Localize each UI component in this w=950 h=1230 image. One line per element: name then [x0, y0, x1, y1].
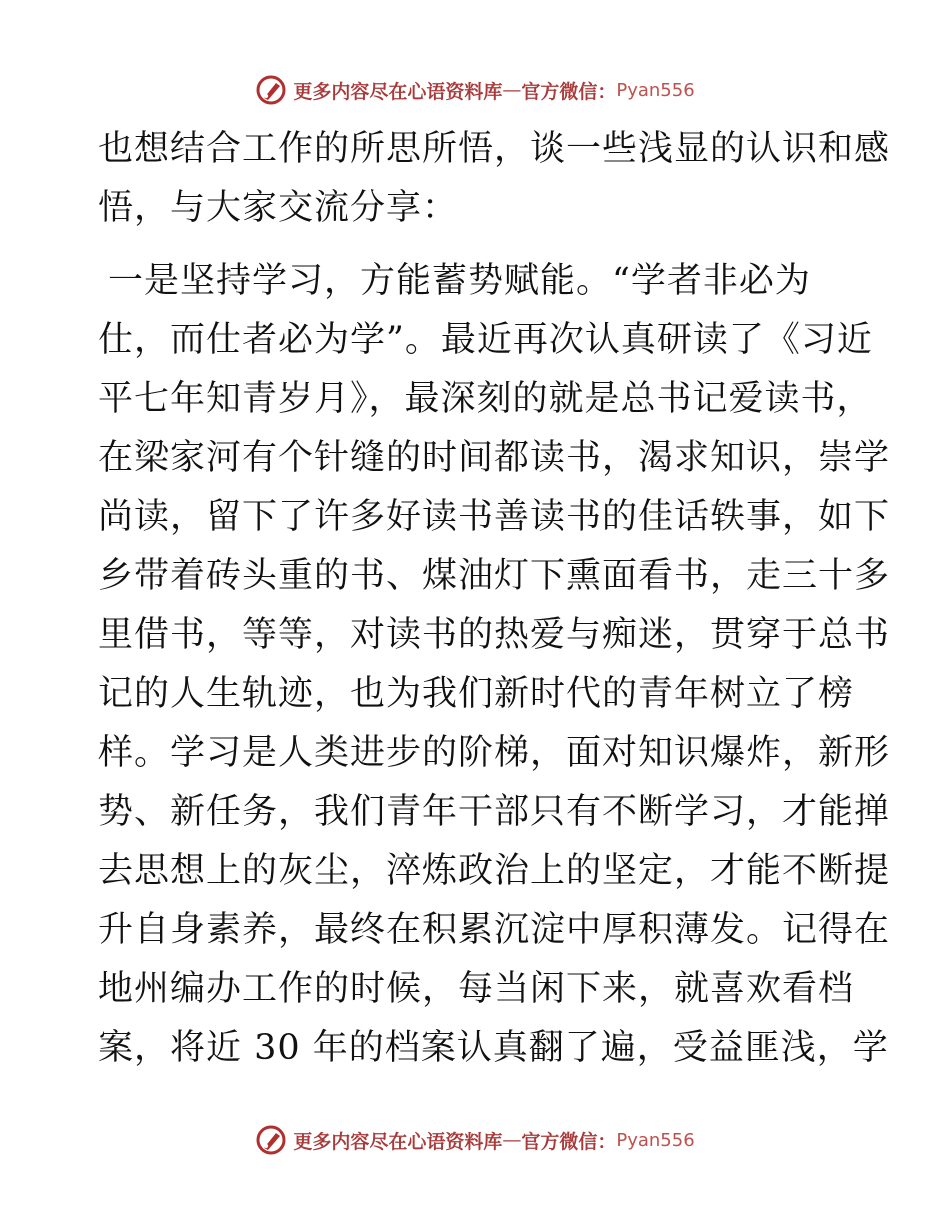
text-line: 仕，而仕者必为学”。最近再次认真研读了《习近	[98, 320, 873, 360]
text-line: 案，将近 30 年的档案认真翻了遍，受益匪浅，学	[98, 1028, 889, 1068]
text-line: 样。学习是人类进步的阶梯，面对知识爆炸，新形	[98, 733, 891, 773]
text-line: 地州编办工作的时候，每当闲下来，就喜欢看档	[98, 969, 855, 1009]
body-text	[98, 120, 891, 1078]
text-line: 升自身素养，最终在积累沉淀中厚积薄发。记得在	[98, 910, 891, 950]
text-line: 势、新任务，我们青年干部只有不断学习，才能掸	[98, 792, 891, 832]
footer-watermark	[0, 1120, 950, 1160]
text-line: 也想结合工作的所思所悟，谈一些浅显的认识和感	[98, 129, 891, 169]
red-pen-circle-logo-icon	[255, 1124, 287, 1156]
text-line: 平七年知青岁月》，最深刻的就是总书记爱读书，	[98, 379, 873, 419]
text-line: 记的人生轨迹，也为我们新时代的青年树立了榜	[98, 674, 855, 714]
red-pen-circle-logo-icon	[255, 74, 287, 106]
header-watermark	[0, 70, 950, 110]
watermark-separator: —	[502, 79, 522, 101]
text-line: 乡带着砖头重的书、煤油灯下熏面看书，走三十多	[98, 556, 891, 596]
text-line: 尚读，留下了许多好读书善读书的佳话轶事，如下	[98, 497, 891, 537]
watermark-wechat-label: 官方微信：	[521, 80, 617, 103]
text-line: 里借书，等等，对读书的热爱与痴迷，贯穿于总书	[98, 615, 891, 655]
watermark-separator: —	[502, 1129, 522, 1151]
watermark-text: 更多内容尽在心语资料库	[293, 80, 503, 103]
text-line: 去思想上的灰尘，淬炼政治上的坚定，才能不断提	[98, 851, 891, 891]
watermark-wechat-id: Pyan556	[616, 1129, 695, 1151]
text-line: 在梁家河有个针缝的时间都读书，渴求知识，崇学	[98, 438, 891, 478]
text-line: 悟，与大家交流分享：	[98, 188, 459, 228]
watermark-text: 更多内容尽在心语资料库	[293, 1130, 503, 1153]
watermark-wechat-id: Pyan556	[616, 79, 695, 101]
text-line: 一是坚持学习，方能蓄势赋能。“学者非必为	[108, 261, 811, 301]
watermark-wechat-label: 官方微信：	[521, 1130, 617, 1153]
